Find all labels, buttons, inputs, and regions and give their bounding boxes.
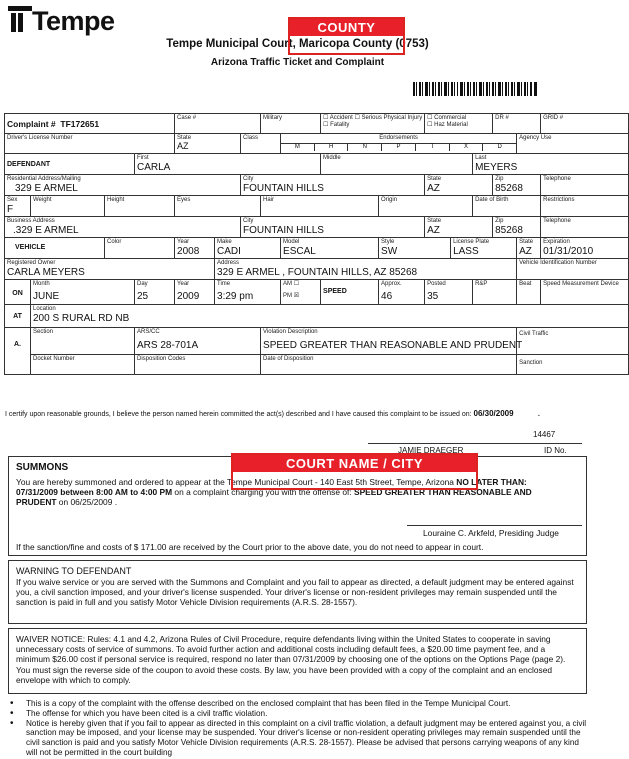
- first-label: First: [137, 155, 149, 161]
- fatality-label: Fatality: [330, 122, 350, 128]
- fatality-checkbox[interactable]: ☐ Fatality: [323, 122, 350, 128]
- case-label: Case #: [177, 115, 197, 121]
- beat-cell: [517, 280, 541, 305]
- make-label: Make: [217, 239, 232, 245]
- speed-label-cell: [321, 280, 379, 305]
- on-label: ON: [12, 290, 23, 297]
- location-value: 200 S RURAL RD NB: [33, 313, 130, 324]
- eyes-label: Eyes: [177, 197, 191, 203]
- at-label-cell: [5, 305, 31, 328]
- bus-telephone-label: Telephone: [543, 218, 571, 224]
- first-name-cell: [135, 154, 321, 175]
- middle-name-cell: [321, 154, 473, 175]
- dob-label: Date of Birth: [475, 197, 509, 203]
- endorsement-n[interactable]: N: [348, 144, 382, 151]
- at-label: AT: [13, 313, 22, 320]
- middle-label: Middle: [323, 155, 341, 161]
- disposition-codes-cell: [135, 355, 261, 375]
- owner-address-cell: [215, 259, 517, 280]
- arscc-label: ARS/CC: [137, 329, 160, 335]
- owner-label: Registered Owner: [7, 260, 56, 266]
- commercial-label: Commercial: [434, 115, 467, 121]
- res-state-label: State: [427, 176, 442, 182]
- posted-speed: 35: [427, 291, 439, 302]
- military-cell: [261, 114, 321, 134]
- veh-model: ESCAL: [283, 246, 316, 257]
- res-state-cell: [425, 175, 493, 196]
- officer-name: JAMIE DRAEGER: [398, 446, 464, 455]
- location-label: Location: [33, 306, 56, 312]
- warning-title: WARNING TO DEFENDANT: [16, 566, 132, 576]
- summons-appear-by: 07/31/2009 between 8:00 AM to 4:00 PM: [16, 487, 173, 498]
- veh-year-label: Year: [177, 239, 190, 245]
- eyes-cell: [175, 196, 261, 217]
- accident-label: Accident: [329, 115, 353, 121]
- ampm-cell: [281, 280, 321, 305]
- warning-text: If you waive service or you are served with the Summons and Complaint and you fail to appear as directed, a default judgment may be entered against you, a civil sanction imposed, and your driver's license suspended. Your driver's license or non-resident privileges may remain suspended until the sanction is paid in full and you satisfy Motor Vehicle Division requirements (A.R.S. 28-1557).: [16, 577, 574, 608]
- logo-text: Tempe: [32, 6, 115, 36]
- color-cell: [105, 238, 175, 259]
- owner-address-label: Address: [217, 260, 240, 266]
- defendant-label: DEFENDANT: [7, 161, 51, 168]
- violation-cell: [261, 328, 523, 355]
- weight-label: Weight: [33, 197, 52, 203]
- civil-traffic-label: Civil Traffic: [519, 331, 549, 337]
- speed-label: SPEED: [323, 288, 347, 295]
- summons-line1-prefix: You are hereby summoned and ordered to appear at the: [16, 477, 227, 487]
- vehicle-label: VEHICLE: [15, 244, 46, 251]
- bus-city-cell: [241, 217, 425, 238]
- expiration-cell: [541, 238, 629, 259]
- disposition-codes-label: Disposition Codes: [137, 356, 186, 362]
- certification-text: I certify upon reasonable grounds, I believe the person named herein committed the act(s) described and I have caused this complaint to be issued on:: [5, 411, 472, 418]
- bus-state-label: State: [427, 218, 442, 224]
- bus-zip: 85268: [495, 225, 523, 236]
- grid-cell: [541, 114, 629, 134]
- on-label-cell: [5, 280, 31, 305]
- bus-zip-cell: [493, 217, 541, 238]
- county-annotation-label: COUNTY: [290, 19, 403, 36]
- owner-cell: [5, 259, 215, 280]
- haz-checkbox[interactable]: ☐ Haz Material: [427, 122, 468, 128]
- summons-offense-1: SPEED GREATER THAN REASONABLE AND: [353, 487, 532, 498]
- height-cell: [105, 196, 175, 217]
- plate-cell: [451, 238, 517, 259]
- barcode-icon: [413, 82, 537, 96]
- court-annotation-label: COURT NAME / CITY: [233, 455, 476, 472]
- res-address: 329 E ARMEL: [15, 183, 78, 194]
- beat-label: Beat: [519, 281, 532, 287]
- rp-cell: [473, 280, 517, 305]
- veh-plate: LASS: [453, 246, 479, 257]
- dl-label: Driver's License Number: [7, 135, 73, 141]
- form-subtitle: Arizona Traffic Ticket and Complaint: [210, 57, 385, 68]
- officer-signature-line: [368, 443, 582, 444]
- summons-line3-suffix: on 06/25/2009 .: [56, 497, 118, 508]
- hair-label: Hair: [263, 197, 275, 203]
- bus-zip-label: Zip: [495, 218, 504, 224]
- restrictions-label: Restrictions: [543, 197, 575, 203]
- res-city-cell: [241, 175, 425, 196]
- dl-state-label: State: [177, 135, 192, 141]
- sanction-cell: [517, 355, 629, 375]
- restrictions-cell: [541, 196, 629, 217]
- style-cell: [379, 238, 451, 259]
- endorsement-d[interactable]: D: [497, 144, 502, 150]
- disposition-date-label: Date of Disposition: [263, 356, 314, 362]
- res-address-label: Residential Address/Mailing: [7, 176, 81, 182]
- defendant-label-cell: [5, 154, 135, 175]
- origin-label: Origin: [381, 197, 398, 203]
- rp-label: R&P: [475, 281, 488, 287]
- hair-cell: [261, 196, 379, 217]
- time-value: 3:29 pm: [217, 291, 254, 302]
- civil-traffic-cell: [517, 328, 629, 355]
- sex-value: F: [7, 204, 14, 215]
- certification-date: 06/30/2009: [473, 409, 514, 418]
- year-value: 2009: [177, 291, 200, 302]
- summons-offense-2: PRUDENT: [16, 497, 57, 508]
- endorsements-label: Endorsements: [379, 135, 418, 141]
- endorsement-x[interactable]: X: [450, 144, 484, 151]
- certification-line: I certify upon reasonable grounds, I believe the person named herein committed the act(s) described and I have caused this complaint to be issued on: 06/30/2009 .: [5, 408, 541, 419]
- bus-city-label: City: [243, 218, 254, 224]
- endorsement-t[interactable]: T: [416, 144, 450, 151]
- origin-cell: [379, 196, 473, 217]
- bus-state: AZ: [427, 225, 440, 236]
- court-annotation-box: [231, 453, 478, 490]
- notice-list: [8, 699, 588, 758]
- day-label: Day: [137, 281, 148, 287]
- res-city: FOUNTAIN HILLS: [243, 183, 324, 194]
- pm-checkbox[interactable]: PM ☒: [283, 293, 300, 299]
- month-cell: [31, 280, 135, 305]
- time-label: Time: [217, 281, 231, 287]
- endorsement-p[interactable]: P: [382, 144, 416, 151]
- county-annotation-box: [288, 17, 405, 55]
- veh-expiration: 01/31/2010: [543, 246, 594, 257]
- disposition-date-cell: [261, 355, 517, 375]
- veh-year: 2008: [177, 246, 200, 257]
- notice-item: • Notice is hereby given that if you fail to appear as directed in this complaint on a civil traffic violation, a default judgment may be entered against you, a civil sanction may be imposed, and your license may be suspended. Your driver's license or non-resident operating privileges may remain suspended until the civil sanction is paid and you satisfy Motor Vehicle Division requirements (A.R.S. 28-1557). Please be advised that persons carrying weapons of any kind will not be permitted in the court building: [8, 719, 588, 758]
- day-cell: [135, 280, 175, 305]
- summons-line2-mid: on a complaint charging you with the offense of:: [172, 487, 354, 498]
- approx-label: Approx.: [381, 281, 402, 287]
- complaint-number-cell: [5, 114, 175, 134]
- posted-label: Posted: [427, 281, 446, 287]
- summons-line1-suffix: NO LATER THAN:: [453, 477, 527, 487]
- month-label: Month: [33, 281, 50, 287]
- tempe-logo: [8, 6, 115, 37]
- last-name-cell: [473, 154, 629, 175]
- complaint-label: Complaint #: [7, 119, 56, 129]
- model-cell: [281, 238, 379, 259]
- haz-label: Haz Material: [434, 122, 468, 128]
- dl-state: AZ: [177, 141, 189, 151]
- sanction-label: Sanction: [519, 360, 543, 366]
- bus-telephone-cell: [541, 217, 629, 238]
- class-cell: [241, 134, 281, 154]
- dl-cell: [5, 134, 175, 154]
- last-label: Last: [475, 155, 487, 161]
- violation-label: Violation Description: [263, 329, 318, 335]
- plate-label: License Plate: [453, 239, 490, 245]
- veh-make: CADI: [217, 246, 241, 257]
- waiver-box: [8, 628, 587, 694]
- complaint-form: [4, 113, 629, 375]
- officer-id-number: 14467: [533, 430, 556, 439]
- a-label-cell: [5, 328, 31, 375]
- res-address-cell: [5, 175, 241, 196]
- endorsement-h[interactable]: H: [315, 144, 349, 151]
- veh-style: SW: [381, 246, 398, 257]
- waiver-text: WAIVER NOTICE: Rules: 4.1 and 4.2, Arizona Rules of Civil Procedure, require defendants living within the United States to cooperate in saving unnecessary costs of service of summons. To avoid further action and additional costs including default fees, a $20.00 time payment fee, and a minimum $26.00 cost if personal service is required, respond no later than 07/31/2009 by choosing one of the options on the Options Page (page 2). You must sign the reverse side of the coupon to avoid these costs. By law, you have been provided with a copy of the complaint and an enclosed envelope with which to comply.: [16, 634, 566, 685]
- first-name: CARLA: [137, 162, 171, 173]
- commercial-checkbox[interactable]: ☐ Commercial: [427, 115, 467, 121]
- dr-cell: [493, 114, 541, 134]
- res-telephone-label: Telephone: [543, 176, 571, 182]
- violation-a-label: A.: [14, 341, 21, 348]
- summons-court-address: Tempe Municipal Court - 140 East 5th Street, Tempe, Arizona: [226, 477, 454, 487]
- court-code: (0753): [392, 38, 429, 50]
- veh-state: AZ: [519, 246, 532, 257]
- approx-speed-cell: [379, 280, 425, 305]
- make-cell: [215, 238, 281, 259]
- serious-injury-label: Serious Physical Injury: [361, 115, 423, 121]
- tempe-logo-mark-icon: [8, 6, 32, 32]
- year-cell: [175, 280, 215, 305]
- violation-description: SPEED GREATER THAN REASONABLE AND PRUDENT: [263, 340, 523, 351]
- docket-cell: [31, 355, 135, 375]
- class-label: Class: [243, 135, 259, 141]
- day-value: 25: [137, 291, 149, 302]
- judge-name: Louraine C. Arkfeld, Presiding Judge: [423, 528, 559, 538]
- docket-label: Docket Number: [33, 356, 75, 362]
- agency-label: Agency Use: [519, 135, 552, 141]
- speed-device-cell: [541, 280, 629, 305]
- approx-speed: 46: [381, 291, 393, 302]
- am-checkbox[interactable]: AM ☐: [283, 281, 300, 287]
- style-label: Style: [381, 239, 395, 245]
- notice-item: • This is a copy of the complaint with the offense described on the enclosed complaint that has been filed in the Tempe Municipal Court.: [8, 699, 588, 709]
- complaint-number: TF172651: [60, 119, 100, 129]
- time-cell: [215, 280, 281, 305]
- location-cell: [31, 305, 629, 328]
- court-county: Maricopa County: [298, 38, 393, 50]
- expiration-label: Expiration: [543, 239, 570, 245]
- sex-label: Sex: [7, 197, 18, 203]
- accident-checkbox[interactable]: ☐ Accident ☐ Serious Physical Injury: [323, 115, 423, 121]
- veh-state-cell: [517, 238, 541, 259]
- agency-cell: [517, 134, 629, 154]
- commercial-cell: [425, 114, 493, 134]
- owner-name: CARLA MEYERS: [7, 267, 85, 278]
- veh-state-label: State: [519, 239, 534, 245]
- grid-label: GRID #: [543, 115, 564, 121]
- warning-box: [8, 560, 587, 624]
- section-cell: [31, 328, 135, 355]
- res-city-label: City: [243, 176, 254, 182]
- vehicle-label-cell: [5, 238, 105, 259]
- bus-city: FOUNTAIN HILLS: [243, 225, 324, 236]
- bus-address-cell: [5, 217, 241, 238]
- veh-year-cell: [175, 238, 215, 259]
- res-zip: 85268: [495, 183, 523, 194]
- dr-label: DR #: [495, 115, 509, 121]
- height-label: Height: [107, 197, 125, 203]
- court-name: Tempe Municipal Court,: [166, 38, 299, 50]
- bus-address: .329 E ARMEL: [13, 225, 79, 236]
- model-label: Model: [283, 239, 300, 245]
- notice-item: • The offense for which you have been cited is a civil traffic violation.: [8, 709, 588, 719]
- res-zip-cell: [493, 175, 541, 196]
- endorsements-cell: [281, 134, 517, 154]
- id-label: ID No.: [544, 446, 567, 455]
- judge-signature-line: [407, 525, 582, 526]
- dl-state-cell: [175, 134, 241, 154]
- endorsement-m[interactable]: M: [281, 144, 315, 151]
- bus-state-cell: [425, 217, 493, 238]
- ars-code: ARS 28-701A: [137, 340, 199, 351]
- sex-cell: [5, 196, 31, 217]
- speed-device-label: Speed Measurement Device: [543, 281, 619, 287]
- dob-cell: [473, 196, 541, 217]
- ars-cell: [135, 328, 261, 355]
- vin-label: Vehicle Identification Number: [519, 260, 597, 266]
- section-label: Section: [33, 329, 54, 335]
- sanction-text: If the sanction/fine and costs of $ 171.00 are received by the Court prior to the above date, you do not need to appear in court.: [16, 542, 484, 552]
- owner-address: 329 E ARMEL , FOUNTAIN HILLS, AZ 85268: [217, 267, 418, 278]
- year-label: Year: [177, 281, 190, 287]
- res-state: AZ: [427, 183, 440, 194]
- last-name: MEYERS: [475, 162, 518, 173]
- posted-speed-cell: [425, 280, 473, 305]
- bus-address-label: Business Address: [7, 218, 55, 224]
- res-telephone-cell: [541, 175, 629, 196]
- summons-title: SUMMONS: [16, 462, 69, 473]
- military-label: Military: [263, 115, 283, 121]
- res-zip-label: Zip: [495, 176, 504, 182]
- color-label: Color: [107, 239, 122, 245]
- case-number-cell: [175, 114, 261, 134]
- vin-cell: [517, 259, 629, 280]
- accident-cell: [321, 114, 425, 134]
- month-value: JUNE: [33, 291, 60, 302]
- weight-cell: [31, 196, 105, 217]
